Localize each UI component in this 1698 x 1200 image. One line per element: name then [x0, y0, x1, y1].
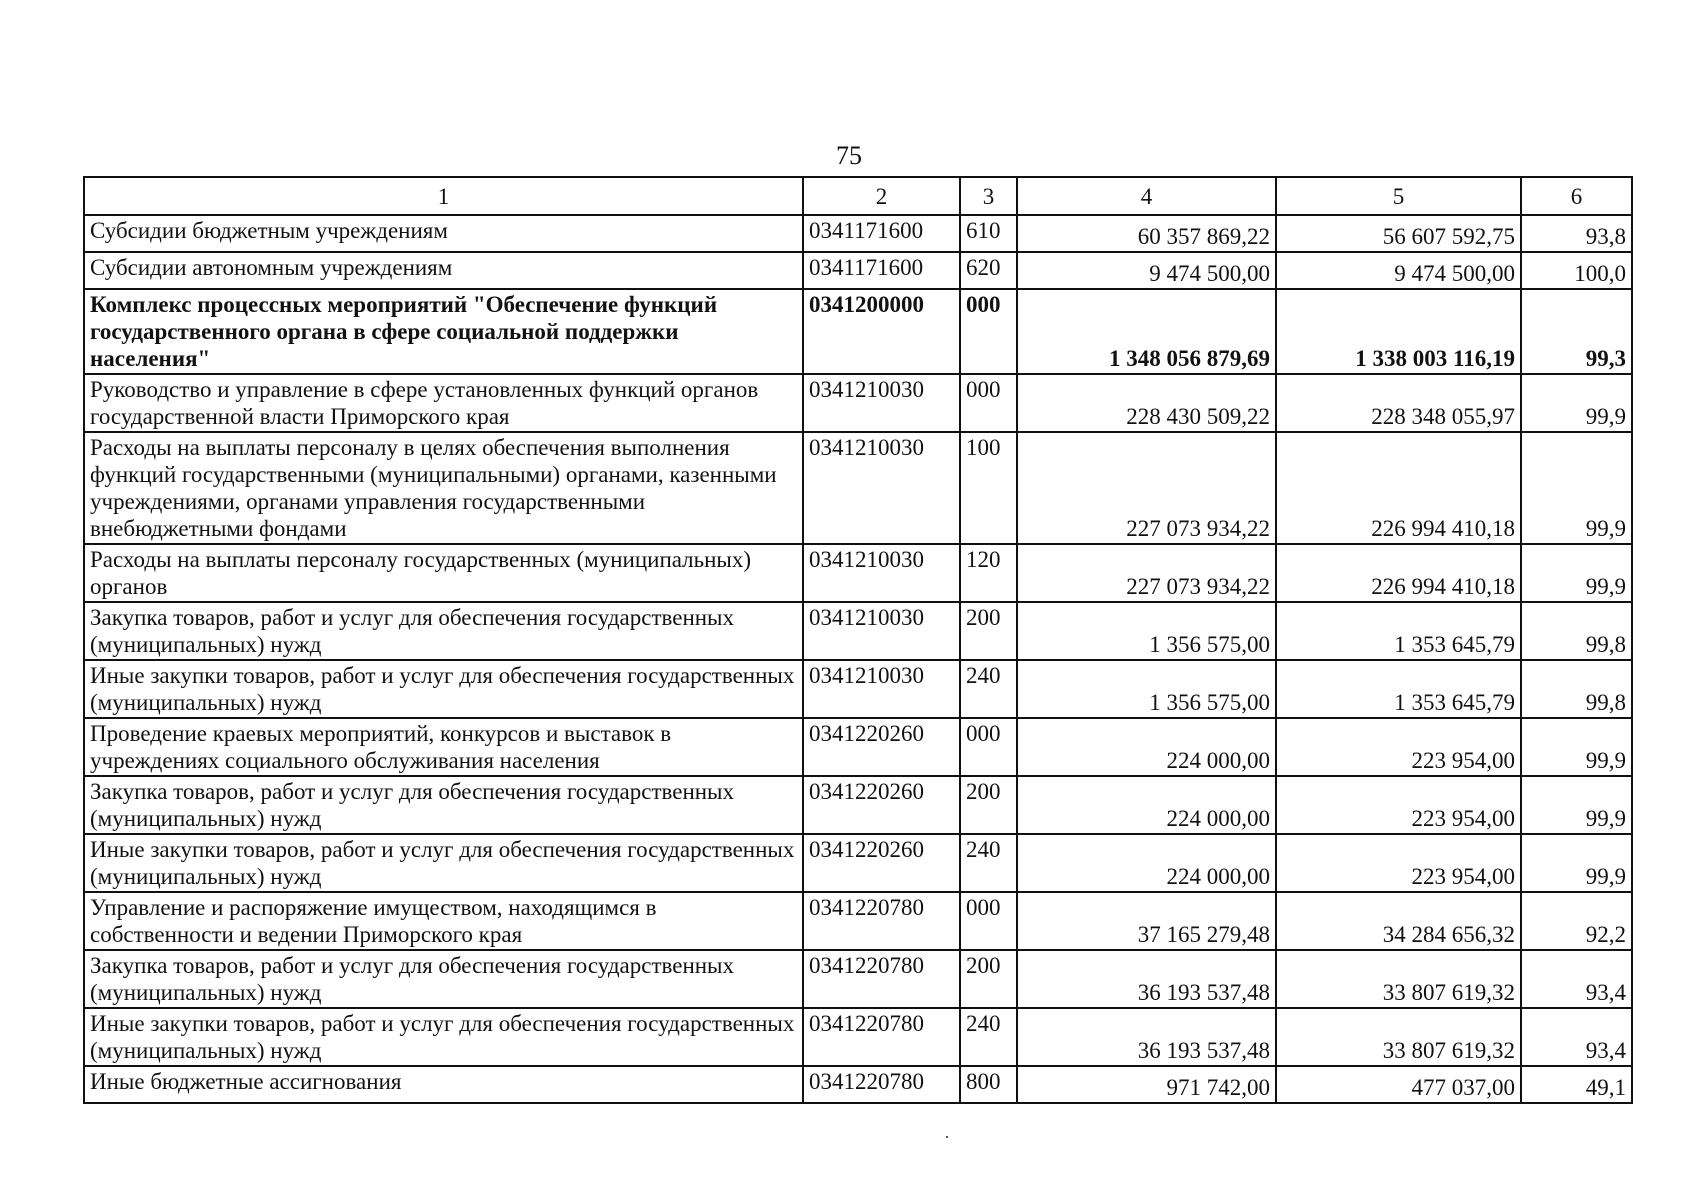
table-row-section — [84, 289, 1632, 374]
row-expense-type: 000 — [960, 374, 1017, 432]
row-percent: 99,9 — [1521, 374, 1632, 432]
row-name: Расходы на выплаты персоналу государственных (муниципальных) органов — [84, 544, 803, 602]
row-actual-amount: 228 348 055,97 — [1276, 374, 1521, 432]
row-percent: 99,9 — [1521, 718, 1632, 776]
column-header-5: 5 — [1276, 177, 1521, 215]
row-name: Субсидии автономным учреждениям — [84, 252, 803, 289]
row-name: Иные закупки товаров, работ и услуг для обеспечения государственных (муниципальных) нужд — [84, 660, 803, 718]
table-row — [84, 374, 1632, 432]
row-planned-amount: 971 742,00 — [1017, 1066, 1276, 1103]
row-actual-amount: 226 994 410,18 — [1276, 432, 1521, 544]
row-expense-type: 100 — [960, 432, 1017, 544]
row-name: Проведение краевых мероприятий, конкурсов и выставок в учреждениях социального обслуживания населения — [84, 718, 803, 776]
row-target-code: 0341220780 — [803, 1008, 960, 1066]
row-planned-amount: 9 474 500,00 — [1017, 252, 1276, 289]
row-planned-amount: 228 430 509,22 — [1017, 374, 1276, 432]
row-name: Комплекс процессных мероприятий "Обеспечение функций государственного органа в сфере социальной поддержки населения" — [84, 289, 803, 374]
budget-execution-table — [83, 176, 1633, 1104]
row-percent: 93,4 — [1521, 1008, 1632, 1066]
row-expense-type: 610 — [960, 215, 1017, 252]
row-planned-amount: 1 348 056 879,69 — [1017, 289, 1276, 374]
row-percent: 100,0 — [1521, 252, 1632, 289]
row-actual-amount: 56 607 592,75 — [1276, 215, 1521, 252]
row-name: Руководство и управление в сфере установленных функций органов государственной власти Приморского края — [84, 374, 803, 432]
row-percent: 93,8 — [1521, 215, 1632, 252]
row-target-code: 0341220260 — [803, 718, 960, 776]
row-planned-amount: 37 165 279,48 — [1017, 892, 1276, 950]
row-planned-amount: 224 000,00 — [1017, 834, 1276, 892]
page-number: 75 — [836, 141, 862, 170]
row-target-code: 0341210030 — [803, 432, 960, 544]
row-planned-amount: 227 073 934,22 — [1017, 544, 1276, 602]
column-header-2: 2 — [803, 177, 960, 215]
table-row — [84, 660, 1632, 718]
row-actual-amount: 33 807 619,32 — [1276, 950, 1521, 1008]
row-expense-type: 120 — [960, 544, 1017, 602]
table-row — [84, 776, 1632, 834]
row-name: Иные закупки товаров, работ и услуг для обеспечения государственных (муниципальных) нужд — [84, 1008, 803, 1066]
table-row — [84, 602, 1632, 660]
row-actual-amount: 223 954,00 — [1276, 776, 1521, 834]
column-header-1: 1 — [84, 177, 803, 215]
table-row — [84, 544, 1632, 602]
row-percent: 92,2 — [1521, 892, 1632, 950]
row-target-code: 0341210030 — [803, 544, 960, 602]
row-actual-amount: 1 338 003 116,19 — [1276, 289, 1521, 374]
row-actual-amount: 1 353 645,79 — [1276, 660, 1521, 718]
row-expense-type: 200 — [960, 776, 1017, 834]
row-target-code: 0341220780 — [803, 1066, 960, 1103]
row-expense-type: 240 — [960, 834, 1017, 892]
row-planned-amount: 36 193 537,48 — [1017, 950, 1276, 1008]
row-expense-type: 200 — [960, 950, 1017, 1008]
table-body — [84, 215, 1632, 1103]
row-percent: 99,9 — [1521, 776, 1632, 834]
row-actual-amount: 223 954,00 — [1276, 718, 1521, 776]
row-name: Расходы на выплаты персоналу в целях обеспечения выполнения функций государственными (муниципальными) органами, казенными учреждениями, органами управления государственными внебюджетными фондами — [84, 432, 803, 544]
row-percent: 93,4 — [1521, 950, 1632, 1008]
row-percent: 99,3 — [1521, 289, 1632, 374]
column-header-3: 3 — [960, 177, 1017, 215]
row-actual-amount: 1 353 645,79 — [1276, 602, 1521, 660]
row-expense-type: 620 — [960, 252, 1017, 289]
table-row — [84, 1066, 1632, 1103]
row-expense-type: 000 — [960, 289, 1017, 374]
table-row — [84, 215, 1632, 252]
row-expense-type: 200 — [960, 602, 1017, 660]
row-target-code: 0341210030 — [803, 602, 960, 660]
table-header — [84, 177, 1632, 215]
row-expense-type: 800 — [960, 1066, 1017, 1103]
row-target-code: 0341220780 — [803, 892, 960, 950]
row-actual-amount: 223 954,00 — [1276, 834, 1521, 892]
column-header-6: 6 — [1521, 177, 1632, 215]
table-row — [84, 1008, 1632, 1066]
row-expense-type: 240 — [960, 1008, 1017, 1066]
row-target-code: 0341220260 — [803, 776, 960, 834]
row-name: Субсидии бюджетным учреждениям — [84, 215, 803, 252]
row-planned-amount: 1 356 575,00 — [1017, 660, 1276, 718]
row-name: Иные бюджетные ассигнования — [84, 1066, 803, 1103]
row-target-code: 0341220780 — [803, 950, 960, 1008]
row-percent: 99,9 — [1521, 834, 1632, 892]
row-percent: 49,1 — [1521, 1066, 1632, 1103]
row-planned-amount: 224 000,00 — [1017, 718, 1276, 776]
row-planned-amount: 1 356 575,00 — [1017, 602, 1276, 660]
row-target-code: 0341210030 — [803, 374, 960, 432]
row-expense-type: 000 — [960, 718, 1017, 776]
row-planned-amount: 60 357 869,22 — [1017, 215, 1276, 252]
row-planned-amount: 224 000,00 — [1017, 776, 1276, 834]
table-row — [84, 950, 1632, 1008]
row-target-code: 0341171600 — [803, 215, 960, 252]
row-expense-type: 000 — [960, 892, 1017, 950]
scan-speck — [946, 1136, 948, 1138]
table-row — [84, 892, 1632, 950]
row-name: Закупка товаров, работ и услуг для обеспечения государственных (муниципальных) нужд — [84, 776, 803, 834]
row-planned-amount: 227 073 934,22 — [1017, 432, 1276, 544]
row-name: Закупка товаров, работ и услуг для обеспечения государственных (муниципальных) нужд — [84, 950, 803, 1008]
table-row — [84, 718, 1632, 776]
table-row — [84, 432, 1632, 544]
row-name: Иные закупки товаров, работ и услуг для обеспечения государственных (муниципальных) нужд — [84, 834, 803, 892]
row-actual-amount: 477 037,00 — [1276, 1066, 1521, 1103]
column-header-4: 4 — [1017, 177, 1276, 215]
row-target-code: 0341220260 — [803, 834, 960, 892]
row-target-code: 0341171600 — [803, 252, 960, 289]
row-actual-amount: 226 994 410,18 — [1276, 544, 1521, 602]
row-actual-amount: 33 807 619,32 — [1276, 1008, 1521, 1066]
row-name: Управление и распоряжение имуществом, находящимся в собственности и ведении Приморского края — [84, 892, 803, 950]
row-actual-amount: 9 474 500,00 — [1276, 252, 1521, 289]
row-target-code: 0341210030 — [803, 660, 960, 718]
row-target-code: 0341200000 — [803, 289, 960, 374]
row-percent: 99,8 — [1521, 660, 1632, 718]
table-row — [84, 834, 1632, 892]
row-percent: 99,8 — [1521, 602, 1632, 660]
row-name: Закупка товаров, работ и услуг для обеспечения государственных (муниципальных) нужд — [84, 602, 803, 660]
row-percent: 99,9 — [1521, 544, 1632, 602]
row-expense-type: 240 — [960, 660, 1017, 718]
table-row — [84, 252, 1632, 289]
header-row — [84, 177, 1632, 215]
row-percent: 99,9 — [1521, 432, 1632, 544]
row-actual-amount: 34 284 656,32 — [1276, 892, 1521, 950]
row-planned-amount: 36 193 537,48 — [1017, 1008, 1276, 1066]
